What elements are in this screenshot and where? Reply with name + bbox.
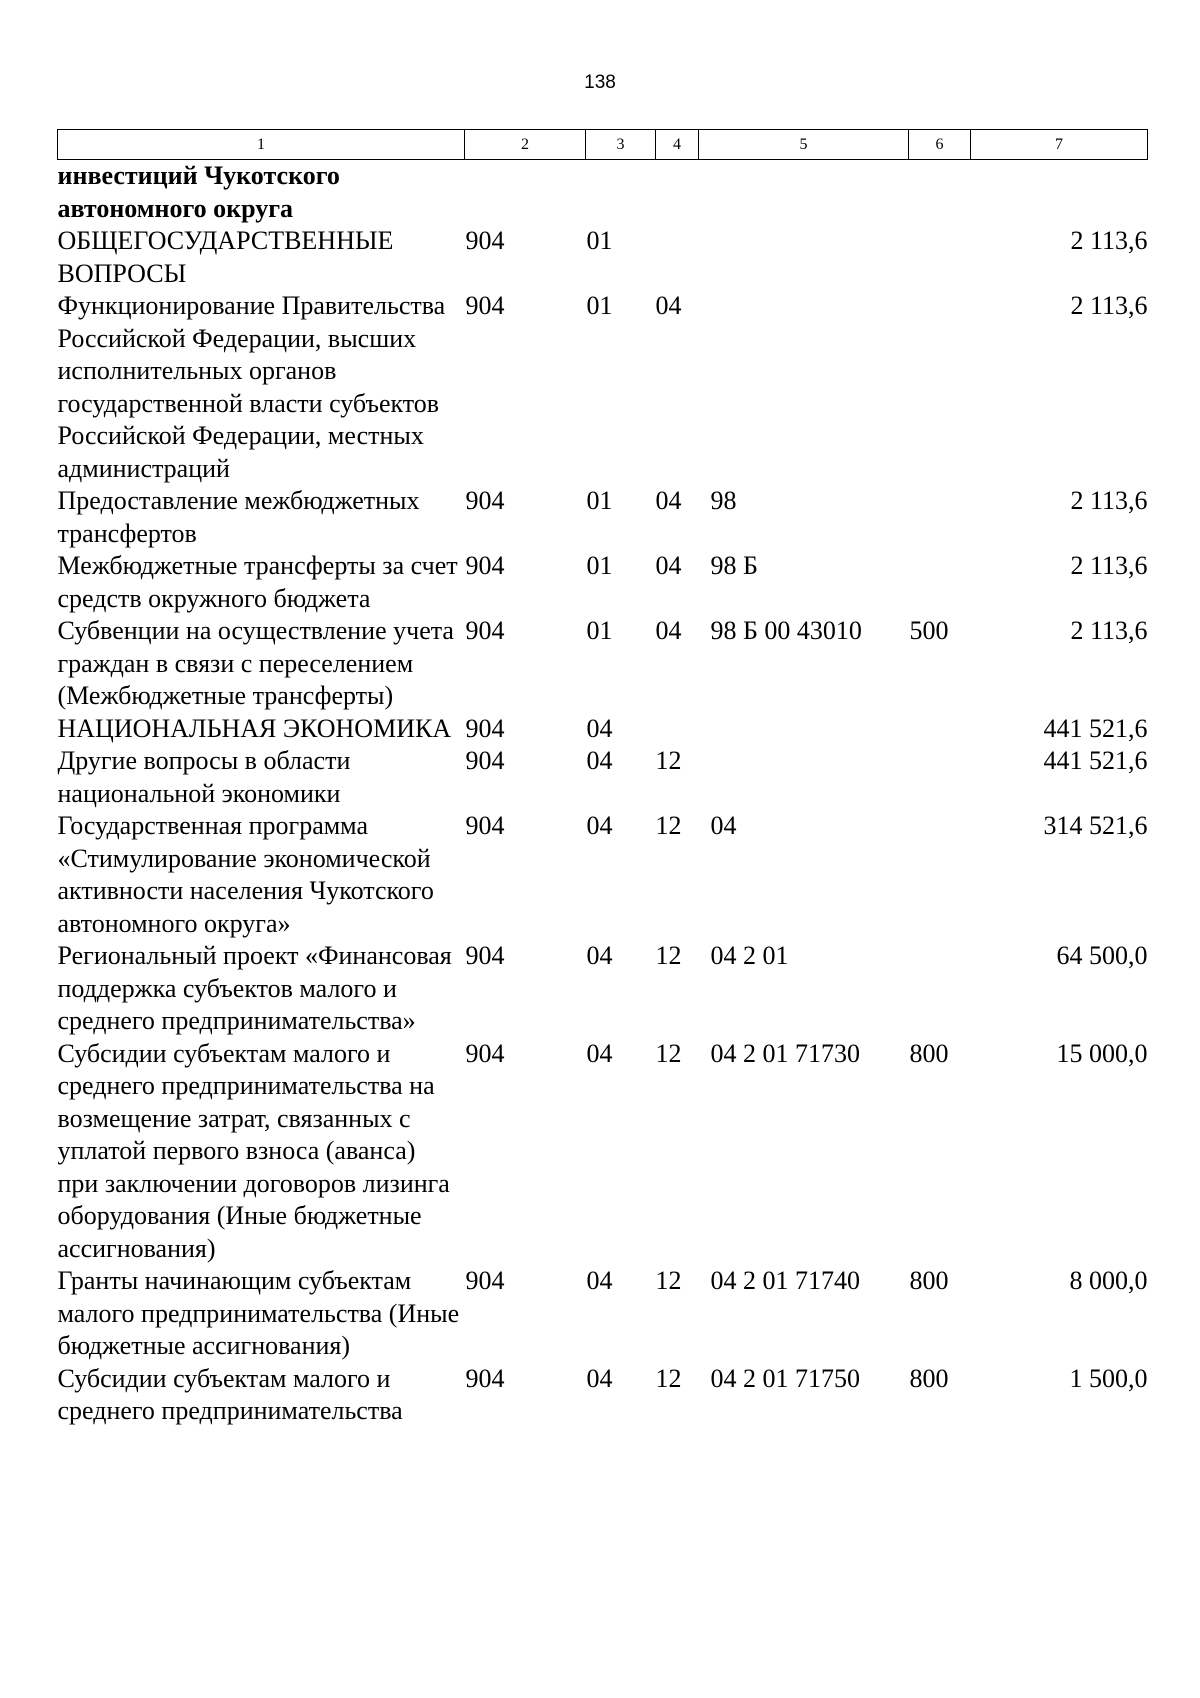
row-amount-cell: 2 113,6	[1070, 291, 1148, 320]
table-row	[58, 1363, 1148, 1428]
row-name-cell: Субсидии субъектам малого и среднего предпринимательства	[57, 1363, 403, 1425]
row-grbs-code-cell: 904	[465, 1266, 505, 1295]
table-row	[58, 160, 1148, 226]
row-amount-cell: 15 000,0	[1056, 1038, 1148, 1068]
budget-table	[57, 129, 1148, 1428]
row-expense-type-cell	[909, 485, 971, 550]
column-header-6: 6	[909, 130, 971, 160]
row-name-cell: Субсидии субъектам малого и среднего предпринимательства на возмещение затрат, связанных с уплатой первого взноса (аванса) при заключении договоров лизинга оборудования (Иные бюджетные ассигнования)	[57, 1038, 450, 1263]
table-row	[58, 745, 1148, 810]
row-expense-type-cell: 500	[909, 616, 949, 645]
table-row	[58, 290, 1148, 485]
row-subsection-code-cell: 04	[655, 551, 682, 580]
row-target-article-cell	[699, 290, 909, 485]
column-header-4: 4	[656, 130, 699, 160]
row-target-article-cell: 98 Б 00 43010	[710, 616, 862, 645]
table-row	[58, 550, 1148, 615]
row-grbs-code-cell	[465, 160, 586, 226]
row-subsection-code-cell: 04	[655, 291, 682, 320]
row-target-article-cell	[699, 225, 909, 290]
row-expense-type-cell	[909, 550, 971, 615]
row-section-code-cell: 04	[586, 941, 613, 970]
table-row	[58, 810, 1148, 940]
column-header-7: 7	[971, 130, 1148, 160]
row-section-code-cell: 04	[586, 1038, 613, 1068]
row-target-article-cell: 04 2 01 71730	[710, 1038, 860, 1068]
row-name-cell: Предоставление межбюджетных трансфертов	[57, 486, 420, 548]
row-grbs-code-cell: 904	[465, 1363, 505, 1393]
row-name-cell: ОБЩЕГОСУДАРСТВЕННЫЕ ВОПРОСЫ	[57, 226, 394, 288]
row-grbs-code-cell: 904	[465, 551, 505, 580]
row-grbs-code-cell: 904	[465, 291, 505, 320]
table-row	[58, 225, 1148, 290]
row-expense-type-cell	[909, 290, 971, 485]
row-subsection-code-cell: 12	[655, 941, 682, 970]
row-subsection-code-cell	[656, 225, 699, 290]
table-row	[58, 713, 1148, 746]
row-grbs-code-cell: 904	[465, 746, 505, 775]
row-grbs-code-cell: 904	[465, 811, 505, 840]
row-target-article-cell: 98 Б	[710, 551, 758, 580]
column-header-3: 3	[586, 130, 656, 160]
row-subsection-code-cell: 04	[655, 616, 682, 645]
row-name-cell: Региональный проект «Финансовая поддержка субъектов малого и среднего предпринимательства»	[57, 941, 452, 1035]
column-header-1: 1	[58, 130, 465, 160]
row-target-article-cell	[699, 160, 909, 226]
row-amount-cell: 441 521,6	[1043, 713, 1148, 743]
row-amount-cell	[971, 160, 1148, 226]
row-target-article-cell: 98	[710, 486, 737, 515]
row-name-cell: Межбюджетные трансферты за счет средств окружного бюджета	[57, 551, 458, 613]
row-name-cell: Государственная программа «Стимулирование экономической активности населения Чукотского автономного округа»	[57, 811, 434, 938]
row-grbs-code-cell: 904	[465, 713, 505, 743]
row-name-cell: Другие вопросы в области национальной экономики	[57, 746, 351, 808]
row-amount-cell: 2 113,6	[1070, 551, 1148, 580]
row-amount-cell: 1 500,0	[1069, 1363, 1148, 1393]
row-section-code-cell: 01	[586, 486, 613, 515]
row-expense-type-cell: 800	[909, 1363, 949, 1393]
row-name-cell: Субвенции на осуществление учета граждан в связи с переселением (Межбюджетные трансферты)	[57, 616, 454, 710]
row-subsection-code-cell: 12	[655, 1038, 682, 1068]
row-section-code-cell: 04	[586, 811, 613, 840]
table-row	[58, 1265, 1148, 1363]
page-number: 138	[584, 72, 616, 93]
row-amount-cell: 314 521,6	[1043, 811, 1148, 840]
row-subsection-code-cell	[656, 160, 699, 226]
row-section-code-cell: 01	[586, 551, 613, 580]
row-subsection-code-cell	[656, 713, 699, 746]
row-grbs-code-cell: 904	[465, 616, 505, 645]
table-row	[58, 1038, 1148, 1266]
row-target-article-cell: 04 2 01	[710, 941, 789, 970]
row-section-code-cell: 04	[586, 1266, 613, 1295]
row-subsection-code-cell: 12	[655, 1266, 682, 1295]
row-expense-type-cell	[909, 225, 971, 290]
column-header-5: 5	[699, 130, 909, 160]
row-amount-cell: 64 500,0	[1056, 941, 1148, 970]
row-section-code-cell: 01	[586, 616, 613, 645]
row-amount-cell: 8 000,0	[1069, 1266, 1148, 1295]
row-amount-cell: 441 521,6	[1043, 746, 1148, 775]
row-grbs-code-cell: 904	[465, 1038, 505, 1068]
row-name-cell: НАЦИОНАЛЬНАЯ ЭКОНОМИКА	[57, 713, 452, 743]
row-expense-type-cell	[909, 940, 971, 1038]
row-target-article-cell	[699, 745, 909, 810]
row-target-article-cell: 04 2 01 71750	[710, 1363, 860, 1393]
row-grbs-code-cell: 904	[465, 226, 505, 255]
row-amount-cell: 2 113,6	[1070, 226, 1148, 255]
row-amount-cell: 2 113,6	[1070, 486, 1148, 515]
row-name-cell: Функционирование Правительства Российской Федерации, высших исполнительных органов государственной власти субъектов Российской Федерации, местных администраций	[57, 291, 446, 483]
row-section-code-cell: 04	[586, 1363, 613, 1393]
row-expense-type-cell	[909, 745, 971, 810]
row-subsection-code-cell: 04	[655, 486, 682, 515]
row-target-article-cell: 04	[710, 811, 737, 840]
row-expense-type-cell: 800	[909, 1266, 949, 1295]
row-target-article-cell	[699, 713, 909, 746]
row-section-code-cell	[586, 160, 656, 226]
row-subsection-code-cell: 12	[655, 746, 682, 775]
row-section-code-cell: 01	[586, 226, 613, 255]
row-expense-type-cell	[909, 810, 971, 940]
row-name-cell: инвестиций Чукотского автономного округа	[57, 161, 340, 223]
row-grbs-code-cell: 904	[465, 486, 505, 515]
row-target-article-cell: 04 2 01 71740	[710, 1266, 860, 1295]
row-grbs-code-cell: 904	[465, 941, 505, 970]
table-row	[58, 485, 1148, 550]
row-amount-cell: 2 113,6	[1070, 616, 1148, 645]
table-row	[58, 940, 1148, 1038]
row-subsection-code-cell: 12	[655, 1363, 682, 1393]
row-expense-type-cell	[909, 713, 971, 746]
column-number-header-row	[58, 130, 1148, 160]
row-section-code-cell: 04	[586, 746, 613, 775]
row-expense-type-cell: 800	[909, 1038, 949, 1068]
table-row	[58, 615, 1148, 713]
table-body	[58, 160, 1148, 1428]
row-name-cell: Гранты начинающим субъектам малого предпринимательства (Иные бюджетные ассигнования)	[57, 1266, 460, 1360]
row-section-code-cell: 01	[586, 291, 613, 320]
column-header-2: 2	[465, 130, 586, 160]
row-expense-type-cell	[909, 160, 971, 226]
row-subsection-code-cell: 12	[655, 811, 682, 840]
row-section-code-cell: 04	[586, 713, 613, 743]
